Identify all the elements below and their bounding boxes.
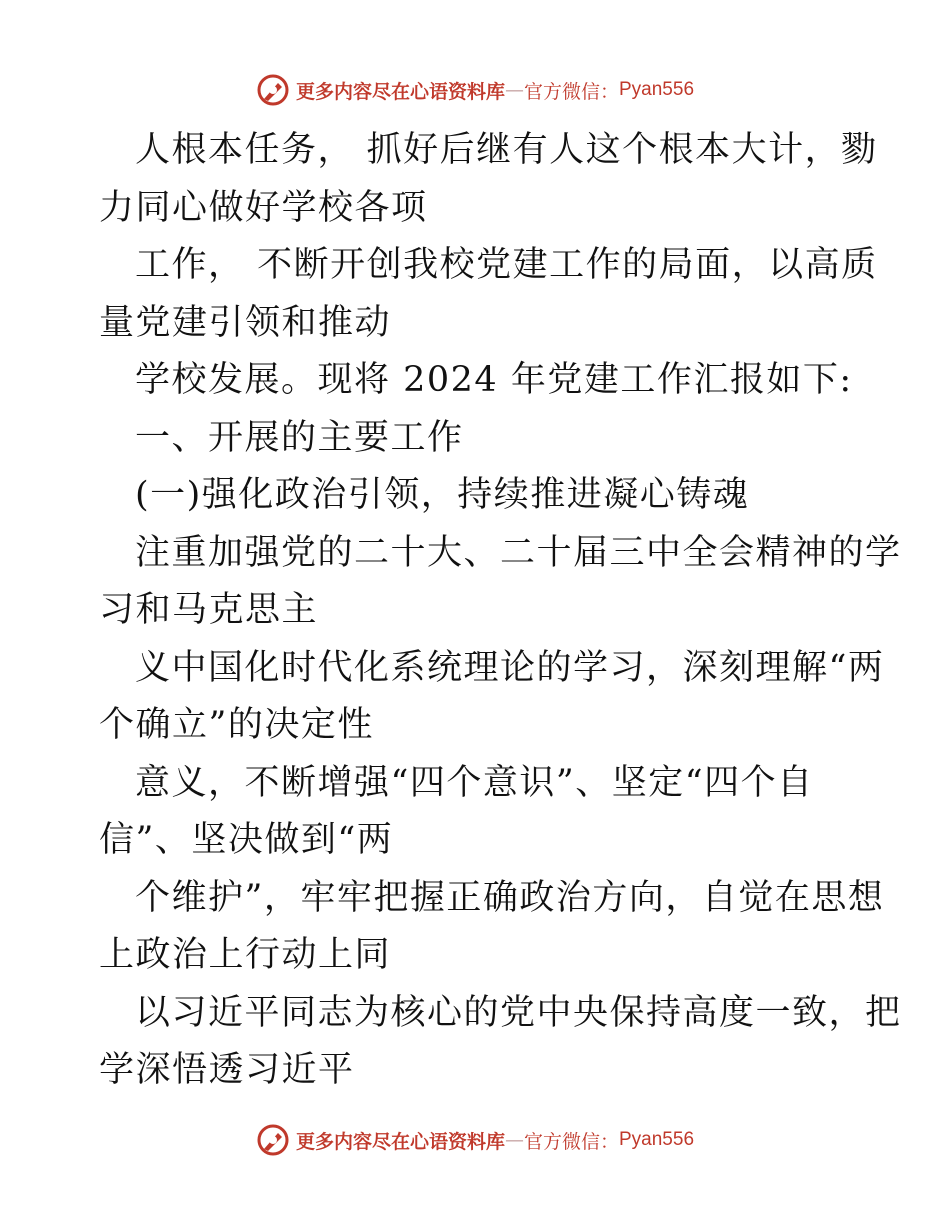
subsection-heading: (一)强化政治引领，持续推进凝心铸魂: [135, 475, 750, 515]
text-line-5: 学校发展。现将 2024 年党建工作汇报如下:: [135, 360, 853, 400]
banner-wechat-label: 官方微信：: [523, 1130, 619, 1153]
text-line-14: 个维护”，牢牢把握正确政治方向，自觉在思想: [135, 877, 885, 918]
text-line-9: 习和马克思主: [99, 590, 319, 630]
banner-dash: —: [504, 1129, 524, 1151]
text-line-11: 个确立”的决定性: [99, 705, 374, 745]
text-line-8: 注重加强党的二十大、二十届三中全会精神的学: [135, 532, 902, 573]
text-line-15: 上政治上行动上同: [99, 935, 392, 975]
banner-title: 更多内容尽在心语资料库: [295, 1130, 505, 1153]
banner-wechat-id: Pyan556: [619, 79, 695, 100]
header-watermark-banner: [0, 70, 950, 110]
text-line-13: 信”、坚决做到“两: [99, 820, 394, 860]
banner-wechat-id: Pyan556: [619, 1129, 695, 1150]
text-line-17: 学深悟透习近平: [99, 1050, 355, 1090]
pen-logo-icon: [256, 1123, 290, 1157]
pen-logo-icon: [256, 73, 290, 107]
footer-watermark-banner: [0, 1120, 950, 1160]
section-heading: 一、开展的主要工作: [135, 417, 464, 458]
banner-title: 更多内容尽在心语资料库: [295, 80, 505, 103]
document-body: [99, 122, 902, 1100]
text-line-2: 力同心做好学校各项: [99, 187, 428, 228]
text-line-3: 工作， 不断开创我校党建工作的局面，以高质: [135, 245, 878, 285]
text-line-4: 量党建引领和推动: [99, 302, 392, 343]
text-line-16: 以习近平同志为核心的党中央保持高度一致，把: [135, 992, 902, 1033]
banner-wechat-label: 官方微信：: [523, 80, 619, 103]
text-line-10: 义中国化时代化系统理论的学习，深刻理解“两: [135, 647, 885, 688]
banner-dash: —: [504, 79, 524, 101]
text-line-1: 人根本任务， 抓好后继有人这个根本大计，勠: [135, 130, 878, 170]
text-line-12: 意义，不断增强“四个意识”、坚定“四个自: [135, 762, 814, 803]
